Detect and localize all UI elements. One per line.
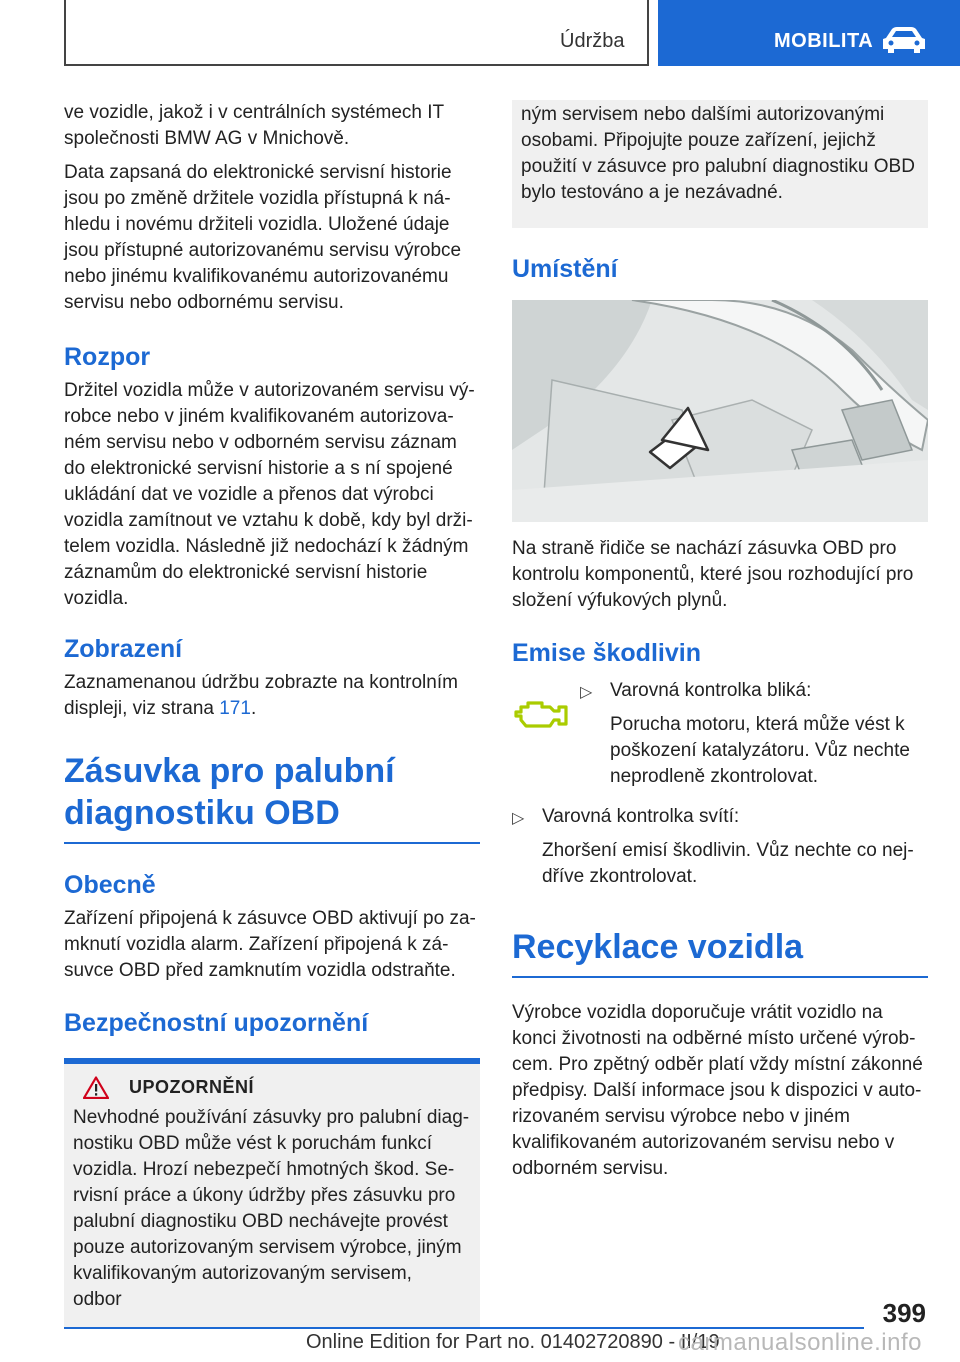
indicator-icon-cell — [512, 678, 580, 798]
zobrazeni-paragraph — [64, 670, 480, 722]
bullet-1-text: Porucha motoru, která může vést k poškození katalyzátoru. Vůz nechte neprodleně zkontrolovat. — [610, 714, 910, 787]
warning-paragraph: Nevhodné používání zásuvky pro palubní diagnostiku OBD může vést k poruchám funkcí vozidla. Hrozí nebezpečí hmotných škod. Servisní práce a úkony údržby přes zásuvku pro palubní diagnostiku OBD nechávejte provést pouze autorizovaným servisem výrobce, jiným kvalifikovaným autorizovaným servisem, odbor — [73, 1107, 470, 1310]
intro-paragraph-2: Data zapsaná do elektronické servisní historie jsou po změně držitele vozidla přístupná k náhledu i novému držiteli vozidla. Uložené údaje jsou přístupné autorizovanému servisu výrobce nebo jinému kvalifikovanému autorizovanému servisu nebo odbornému servisu. — [64, 162, 462, 313]
obd-location-illustration — [512, 300, 928, 522]
header-chapter-label: MOBILITA — [774, 30, 874, 52]
right-column — [512, 100, 928, 1190]
heading-bezpecnost: Bezpečnostní upozornění — [64, 1009, 369, 1037]
bullet-2-title: Varovná kontrolka svítí: — [542, 806, 740, 827]
car-icon — [880, 26, 928, 54]
warning-triangle-icon — [83, 1076, 109, 1099]
indicator-row — [512, 678, 928, 798]
heading-emise: Emise škodlivin — [512, 639, 701, 667]
check-engine-icon — [512, 698, 570, 732]
heading-umisteni: Umístění — [512, 255, 618, 283]
warning-paragraph-continued: ným servisem nebo dalšími autorizovanými osobami. Připojujte pouze zařízení, jejichž použití v zásuvce pro palubní diagnostiku OBD bylo testováno a je nezávadné. — [521, 104, 915, 203]
section-title-recyklace: Recyklace vozidla — [512, 928, 804, 966]
bullet-item-2 — [512, 804, 928, 898]
obecne-paragraph: Zařízení připojená k zásuvce OBD aktivují po zamknutí vozidla alarm. Zařízení připojená k zásuvce OBD před zamknutím vozidla odstraňte. — [64, 908, 476, 981]
footer-watermark: carmanualsonline.info — [678, 1329, 922, 1356]
indicator-text — [580, 678, 928, 798]
bullet-item-1 — [580, 678, 928, 798]
heading-zobrazeni: Zobrazení — [64, 635, 183, 663]
recyklace-paragraph: Výrobce vozidla doporučuje vrátit vozidlo na konci životnosti na odběrné místo určené výrobcem. Pro zpětný odběr platí vždy místní zákonné předpisy. Další informace jsou k dispozici v autorizovaném servisu výrobce nebo v jiném kvalifikovaném autorizovaném servisu nebo v odborném servisu. — [512, 1002, 923, 1179]
zobrazeni-text-end: . — [250, 698, 257, 719]
left-column — [64, 100, 480, 1327]
heading-obecne: Obecně — [64, 871, 156, 899]
heading-rozpor: Rozpor — [64, 343, 151, 371]
header-chapter-tab — [658, 0, 960, 66]
footer-edition: Online Edition for Part no. 01402720890 - II/19 — [306, 1331, 720, 1353]
zobrazeni-text: Zaznamenanou údržbu zobrazte na kontrolním displeji, viz strana — [64, 672, 458, 719]
section-rule — [512, 976, 928, 978]
header-section-title: Údržba — [560, 30, 625, 52]
warning-box-continued — [512, 100, 928, 228]
umisteni-paragraph: Na straně řidiče se nachází zásuvka OBD pro kontrolu komponentů, které jsou rozhodující pro složení výfukových plynů. — [512, 538, 914, 611]
warning-label: UPOZORNĚNÍ — [129, 1077, 255, 1097]
bullet-1-title: Varovná kontrolka bliká: — [610, 680, 812, 701]
page-link-171[interactable]: 171 — [219, 698, 251, 719]
warning-box — [64, 1064, 480, 1327]
section-title-obd: Zásuvka pro palubní diagnostiku OBD — [64, 752, 395, 832]
page-number: 399 — [882, 1298, 926, 1328]
bullet-icon: ▷ — [580, 684, 593, 701]
bullet-2-text: Zhoršení emisí škodlivin. Vůz nechte co nejdříve zkontrolovat. — [542, 840, 914, 887]
warning-header — [73, 1076, 470, 1099]
bullet-icon: ▷ — [512, 810, 525, 827]
rozpor-paragraph: Držitel vozidla může v autorizovaném servisu výrobce nebo v jiném kvalifikovaném autorizovaném servisu nebo v odborném servisu záznam do elektronické servisní historie a s ní spojené ukládání dat ve vozidle a přenos dat výrobci vozidla zamítnout ve vztahu k době, kdy byl držitelem vozidla. Následně již nedochází k žádným záznamům do elektronické servisní historie vozidla. — [64, 380, 475, 609]
intro-paragraph-1: ve vozidle, jakož i v centrálních systémech IT společnosti BMW AG v Mnichově. — [64, 102, 444, 149]
section-rule — [64, 842, 480, 844]
